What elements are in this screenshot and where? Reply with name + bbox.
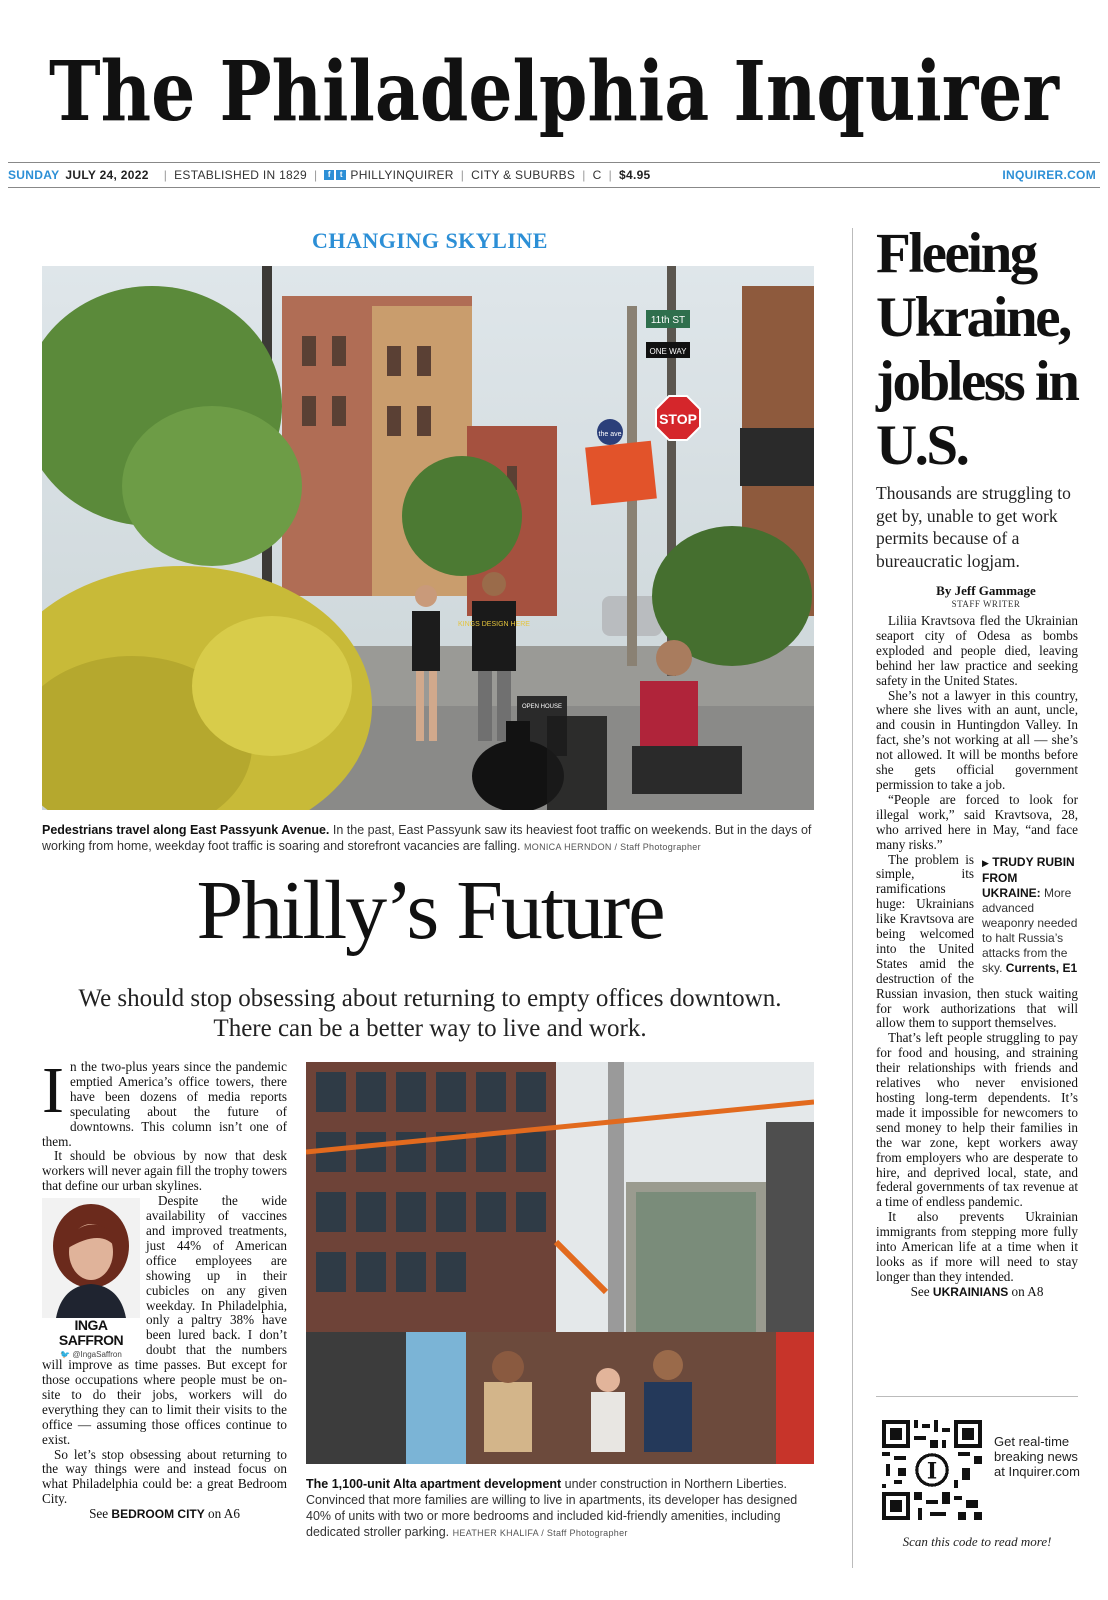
paragraph-text: n the two-plus years since the pandemic emptied America’s office towers, there have been dozens of media reports speculating about the future of downtowns. This column isn’t one of them. [42,1059,287,1149]
qr-promo-text: Get real-time breaking news at Inquirer.com [994,1434,1080,1479]
paragraph: That’s left people struggling to pay for food and housing, and straining their relationships with friends and relatives who never envisioned hosting long-term dependents. It’s made it impossible for newcomers to send money to help their families in the war zone, kept workers away from employers who are desperate to hire, and deprived local, state, and federal governments of tax revenue at a time of endless pandemic. [876,1030,1078,1210]
dateline-day: SUNDAY [8,168,60,182]
photo-credit: MONICA HERNDON / Staff Photographer [523,842,701,852]
divider: | [608,168,612,182]
promo-head: TRUDY RUBIN FROM UKRAINE: [982,854,1075,900]
caption-lead: Pedestrians travel along East Passyunk Avenue. [42,823,330,837]
photo-caption [306,1476,814,1541]
jump-label: BEDROOM CITY [111,1507,205,1522]
section-letter: C [592,168,602,182]
price: $4.95 [619,168,651,182]
drop-cap: I [42,1054,64,1127]
jump-line[interactable] [876,1285,1078,1300]
promo-section: Currents, E1 [1005,960,1078,975]
date-bar [8,162,1100,188]
main-deck: We should stop obsessing about returning to empty offices downtown. There can be a better way to live and work. [78,985,782,1042]
facebook-icon[interactable]: f [324,170,334,180]
column-divider [852,228,853,1568]
avenue-sign-text: the ave [598,431,622,438]
main-headline[interactable]: Philly’s Future [196,864,664,957]
masthead-logo [0,20,1108,150]
side-deck: Thousands are struggling to get by, unable to get work permits because of a bureaucratic logjam. [876,483,1071,571]
open-house-sign-text: OPEN HOUSE [521,704,563,710]
paragraph: The problem is simple, its ramifications huge: Ukrainians like Kravtsova are being welcomed into the United States amid the destruction of the Russian invasion, then stuck waiting for work authorizations that will allow them to support themselves. [876,851,1078,1031]
promo-text: More advanced weaponry needed to halt Russia’s attacks from the sky. [982,885,1078,975]
construction-photo[interactable] [306,1062,814,1464]
photo-credit: HEATHER KHALIFA / Staff Photographer [452,1528,628,1538]
photo-caption [42,822,814,855]
columnist-handle[interactable] [42,1348,140,1363]
divider [876,1396,1078,1397]
jump-page: on A6 [208,1506,240,1522]
qr-code-image [882,1420,982,1520]
columnist-portrait-image [42,1198,140,1318]
qr-code-icon[interactable] [882,1420,982,1520]
byline-name: By Jeff Gammage [936,583,1036,598]
columnist-mug [42,1198,140,1359]
columnist-name: INGA SAFFRON [58,1317,124,1349]
divider: | [313,168,318,182]
paragraph: So let’s stop obsessing about returning to the way things were and instead focus on what Philadelphia could be: a great Bedroom City. [42,1446,287,1507]
twitter-icon[interactable]: t [336,170,346,180]
street-scene-image [42,266,814,810]
side-byline [876,583,1096,609]
section-kicker: CHANGING SKYLINE [312,228,548,253]
paragraph: It should be obvious by now that desk workers will never again fill the trophy towers that define our urban skylines. [42,1148,287,1194]
edition-label: CITY & SUBURBS [471,168,576,182]
social-icons [324,170,346,180]
inline-promo[interactable] [982,855,1078,976]
masthead-title: The Philadelphia Inquirer [49,44,1061,140]
main-story-body [42,1054,287,1522]
jump-line[interactable] [42,1507,287,1522]
paragraph: Liliia Kravtsova fled the Ukrainian seaport city of Odesa as bombs exploded and people died, leaving behind her law practice and seeking safety in the United States. [876,613,1078,688]
triangle-icon: ▶ [982,857,989,868]
established-text: ESTABLISHED IN 1829 [174,168,307,182]
social-handle[interactable]: PHILLYINQUIRER [350,168,454,182]
construction-scene-image [306,1062,814,1464]
paragraph: It also prevents Ukrainian immigrants from stepping more fully into American life at a time when it looks as if more will need to stay longer than they intended. [876,1209,1078,1284]
handle-text: @IngaSaffron [72,1349,122,1359]
svg-text:I: I [926,1458,938,1485]
divider: | [163,168,168,182]
shirt-text: KINGS DESIGN HERE [458,621,530,628]
paragraph: “People are forced to look for illegal work,” said Kravtsova, 28, who arrived here in May, “and face many risks.” [876,791,1078,852]
jump-label: UKRAINIANS [932,1284,1009,1299]
paragraph [42,1054,287,1149]
jump-see: See [89,1506,109,1522]
caption-text: In the past, East Passyunk saw its heaviest foot traffic on weekends. But in the days of working from home, weekday foot traffic is soaring and storefront vacancies are falling. [42,823,812,853]
twitter-icon: 🐦 [60,1349,71,1359]
divider: | [460,168,465,182]
caption-text: under construction in Northern Liberties. Convinced that more families are willing to live in apartments, its developer has designed 40% of units with two or more bedrooms and included kid-friendly amenities, including dedicated stroller parking. [306,1477,798,1539]
paragraph: Despite the wide availability of vaccines and improved treatments, just 44% of American office employees are showing up in their cubicles on any given weekday. In Philadelphia, only a paltry 38% have been lured back. I don’t doubt that the numbers will improve as time passes. But except for those occupations where people must be on-site to do their jobs, workers will do everything they can to limit their visits to the office — assuming those offices continue to exist. [42,1193,287,1447]
scan-prompt: Scan this code to read more! [902,1534,1052,1549]
jump-page: on A8 [1011,1283,1044,1299]
byline-role: STAFF WRITER [951,599,1021,609]
side-headline[interactable]: Fleeing Ukraine, jobless in U.S. [876,222,1078,477]
dateline-date: JULY 24, 2022 [65,168,149,182]
stop-sign-text: STOP [659,411,697,427]
paragraph: She’s not a lawyer in this country, where she lives with an aunt, uncle, and cousin in Huntingdon Valley. In fact, she’s not working at all — she’s not allowed. It will be months before she gets official government permission to take a job. [876,687,1078,792]
street-sign-text: 11th ST [650,315,686,326]
street-photo[interactable] [42,266,814,810]
one-way-sign-text: ONE WAY [649,347,687,356]
jump-see: See [910,1283,930,1299]
side-story-body [876,614,1078,1300]
divider: | [582,168,586,182]
masthead [0,20,1108,150]
caption-lead: The 1,100-unit Alta apartment development [306,1477,562,1491]
website-link[interactable]: INQUIRER.COM [1002,168,1096,182]
